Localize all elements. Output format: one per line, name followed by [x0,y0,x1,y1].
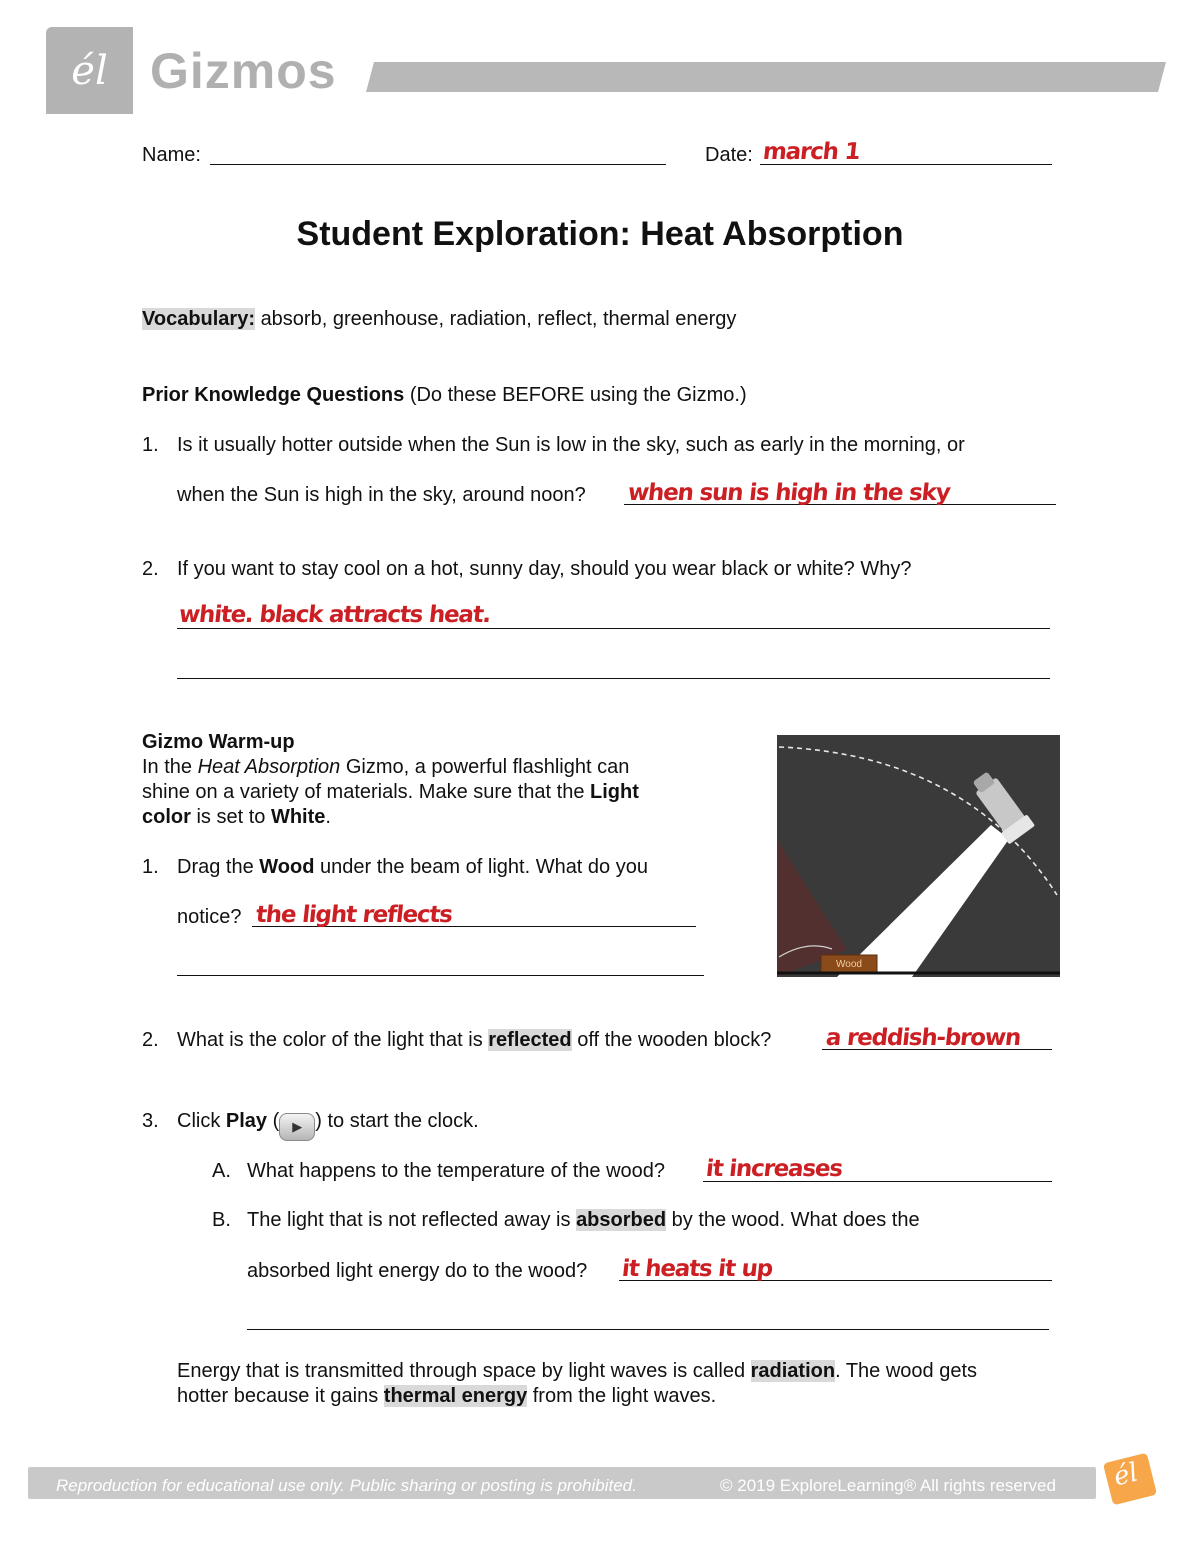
vocabulary-label: Vocabulary: [142,308,255,330]
name-field-line[interactable] [210,164,666,165]
q-text: ( [267,1110,280,1132]
warmup-q3b-letter: B. [212,1209,231,1231]
intro-text: . [325,806,331,828]
closing-text: . The wood gets [835,1360,978,1382]
intro-bold: White [270,806,326,828]
vocabulary-terms: absorb, greenhouse, radiation, reflect, thermal energy [260,308,737,330]
q-text: ) to start the clock. [315,1110,479,1132]
warmup-q3-text [177,1109,479,1141]
vocab-highlight: reflected [488,1029,572,1051]
warmup-q3b-line2: absorbed light energy do to the wood? [247,1260,588,1282]
play-button-icon: ▶ [279,1113,315,1141]
prior-q1-line1: Is it usually hotter outside when the Sun is low in the sky, such as early in the morning, or [177,434,965,456]
q-text: Drag the [177,856,260,878]
vocab-highlight: radiation [750,1360,836,1382]
intro-text: shine on a variety of materials. Make sure that the [142,781,590,803]
warmup-intro-line1 [142,755,629,780]
explorelearning-logo [46,27,133,114]
prior-q1-number: 1. [142,434,159,456]
warmup-q1-number: 1. [142,856,159,878]
q-text: Click [177,1110,226,1132]
closing-line1 [177,1359,977,1384]
warmup-q2-text [177,1028,771,1053]
intro-text: is set to [190,806,271,828]
q-text: by the wood. What does the [666,1209,920,1231]
warmup-intro-line2 [142,780,639,805]
date-answer: march 1 [761,139,861,165]
q-bold: Wood [259,856,315,878]
vocab-highlight: thermal energy [383,1385,528,1407]
warmup-q2-answer: a reddish-brown [824,1025,1022,1051]
q-text: under the beam of light. What do you [314,856,648,878]
intro-gizmo-name: Heat Absorption [197,756,341,778]
warmup-q2-number: 2. [142,1029,159,1051]
vocabulary-row [142,307,736,332]
prior-q2-answer-line-2[interactable] [177,678,1050,679]
warmup-q3a-answer: it increases [704,1156,844,1182]
prior-knowledge-heading: Prior Knowledge Questions [142,384,405,406]
intro-bold: color [142,806,191,828]
prior-q2-number: 2. [142,558,159,580]
q-text: off the wooden block? [571,1029,772,1051]
prior-knowledge-note: (Do these BEFORE using the Gizmo.) [409,384,747,406]
gizmo-flashlight-image [777,735,1060,977]
prior-q2-answer-line-1[interactable] [177,628,1050,629]
wood-block-label: Wood [836,959,862,970]
prior-q2-answer: white. black attracts heat. [177,602,492,628]
page-title: Student Exploration: Heat Absorption [296,215,904,253]
name-label: Name: [142,144,201,166]
warmup-q3-number: 3. [142,1110,159,1132]
warmup-q3b-answer: it heats it up [620,1256,774,1282]
brand-name: Gizmos [150,43,337,99]
closing-text: from the light waves. [527,1385,717,1407]
q-bold: Play [225,1110,268,1132]
warmup-q1-answer: the light reflects [254,902,454,928]
warmup-q3a-text: What happens to the temperature of the wood? [247,1160,666,1182]
warmup-q3b-answer-line-2[interactable] [247,1329,1049,1330]
logo-mark: él [71,47,108,94]
q-text: What is the color of the light that is [177,1029,489,1051]
intro-text: In the [142,756,198,778]
prior-q1-line2: when the Sun is high in the sky, around noon? [177,484,586,506]
intro-bold: Light [590,781,639,803]
warmup-heading: Gizmo Warm-up [142,731,295,753]
warmup-q3b-text [247,1208,920,1233]
warmup-q1-line2: notice? [177,906,242,928]
prior-knowledge-heading-row [142,383,747,408]
warmup-q1-answer-line-2[interactable] [177,975,704,976]
warmup-q3a-letter: A. [212,1160,231,1182]
warmup-q1-text [177,855,648,880]
date-label: Date: [705,144,753,166]
q-text: The light that is not reflected away is [247,1209,577,1231]
prior-q2-text: If you want to stay cool on a hot, sunny day, should you wear black or white? Why? [177,558,912,580]
vocab-highlight: absorbed [576,1209,667,1231]
closing-text: Energy that is transmitted through space by light waves is called [177,1360,751,1382]
header-bar [366,62,1166,92]
intro-text: Gizmo, a powerful flashlight can [340,756,630,778]
warmup-intro-line3 [142,805,331,830]
footer-copyright: © 2019 ExploreLearning® All rights reserved [720,1476,1056,1495]
footer-logo-icon [1098,1448,1162,1510]
footer-notice: Reproduction for educational use only. Public sharing or posting is prohibited. [56,1476,637,1495]
closing-text: hotter because it gains [177,1385,384,1407]
closing-line2 [177,1384,716,1409]
prior-q1-answer: when sun is high in the sky [626,480,951,506]
footer-logo-mark: él [1110,1457,1141,1493]
